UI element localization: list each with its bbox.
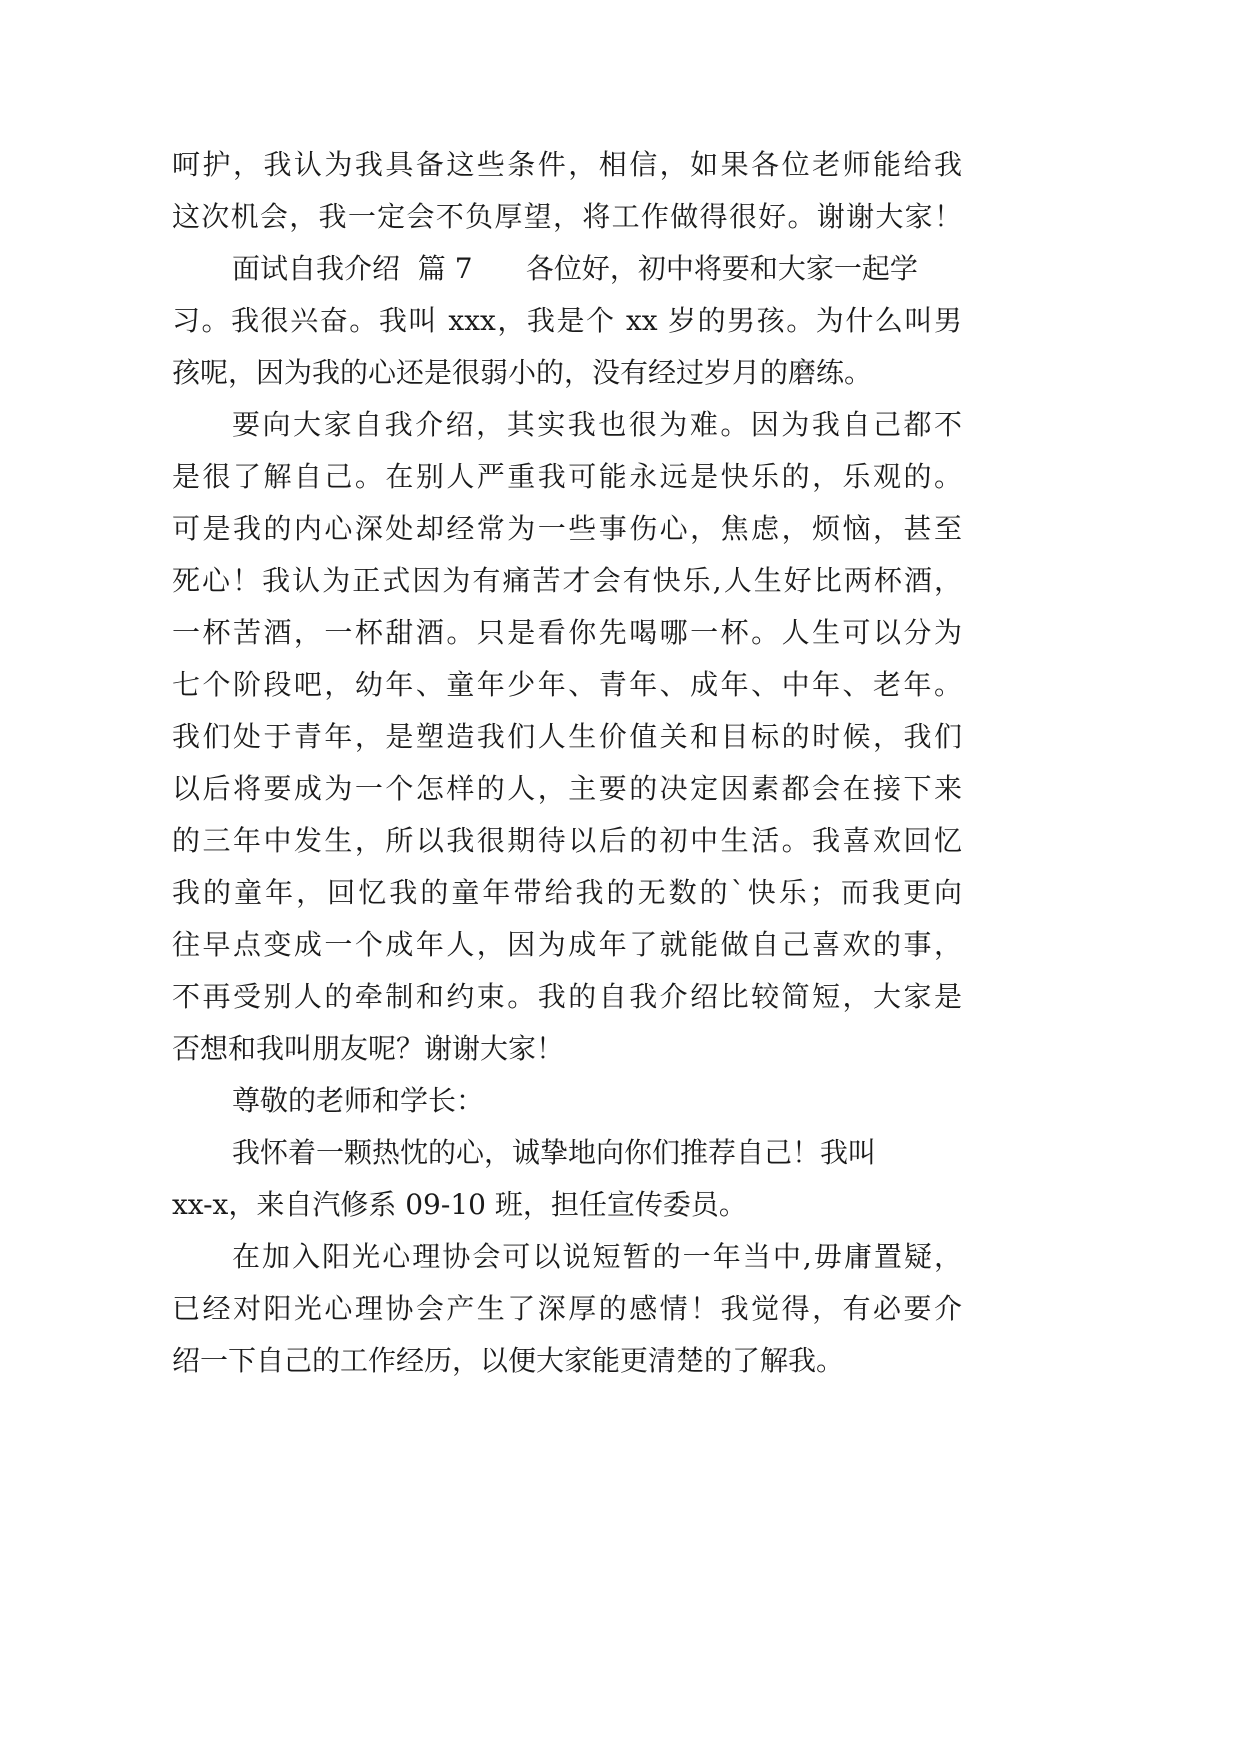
text-line: 死心！我认为正式因为有痛苦才会有快乐,人生好比两杯酒， [172, 564, 962, 597]
body-text [172, 139, 962, 1387]
text-line: 七个阶段吧，幼年、童年少年、青年、成年、中年、老年。 [172, 668, 962, 701]
text-line: 我们处于青年，是塑造我们人生价值关和目标的时候，我们 [172, 720, 962, 753]
text-line: 否想和我叫朋友呢？谢谢大家！ [172, 1032, 565, 1065]
text-line: 的三年中发生，所以我很期待以后的初中生活。我喜欢回忆 [172, 824, 962, 857]
text-line: 在加入阳光心理协会可以说短暂的一年当中,毋庸置疑， [232, 1240, 962, 1273]
text-line: 以后将要成为一个怎样的人，主要的决定因素都会在接下来 [172, 772, 962, 805]
text-line: 呵护，我认为我具备这些条件，相信，如果各位老师能给我 [172, 148, 962, 181]
text-line: 要向大家自我介绍，其实我也很为难。因为我自己都不 [232, 408, 962, 441]
text-line: 这次机会，我一定会不负厚望，将工作做得很好。谢谢大家！ [172, 200, 962, 233]
text-line: 习。我很兴奋。我叫 xxx，我是个 xx 岁的男孩。为什么叫男 [172, 304, 962, 337]
salutation-line: 尊敬的老师和学长： [232, 1084, 485, 1117]
text-line: 不再受别人的牵制和约束。我的自我介绍比较简短，大家是 [172, 980, 962, 1013]
text-line: 绍一下自己的工作经历，以便大家能更清楚的了解我。 [172, 1344, 845, 1377]
text-line: 已经对阳光心理协会产生了深厚的感情！我觉得，有必要介 [172, 1292, 962, 1325]
text-line: xx-x，来自汽修系 09-10 班，担任宣传委员。 [172, 1188, 747, 1221]
text-line: 孩呢，因为我的心还是很弱小的，没有经过岁月的磨练。 [172, 356, 873, 389]
text-line: 我的童年，回忆我的童年带给我的无数的`快乐；而我更向 [172, 876, 962, 909]
text-line: 往早点变成一个成年人，因为成年了就能做自己喜欢的事， [172, 928, 962, 961]
section-heading-line: 面试自我介绍 篇 7 各位好，初中将要和大家一起学 [232, 252, 918, 285]
text-line: 是很了解自己。在别人严重我可能永远是快乐的，乐观的。 [172, 460, 962, 493]
text-line: 一杯苦酒，一杯甜酒。只是看你先喝哪一杯。人生可以分为 [172, 616, 962, 649]
text-line: 可是我的内心深处却经常为一些事伤心，焦虑，烦恼，甚至 [172, 512, 962, 545]
text-line: 我怀着一颗热忱的心，诚挚地向你们推荐自己！我叫 [232, 1136, 877, 1169]
